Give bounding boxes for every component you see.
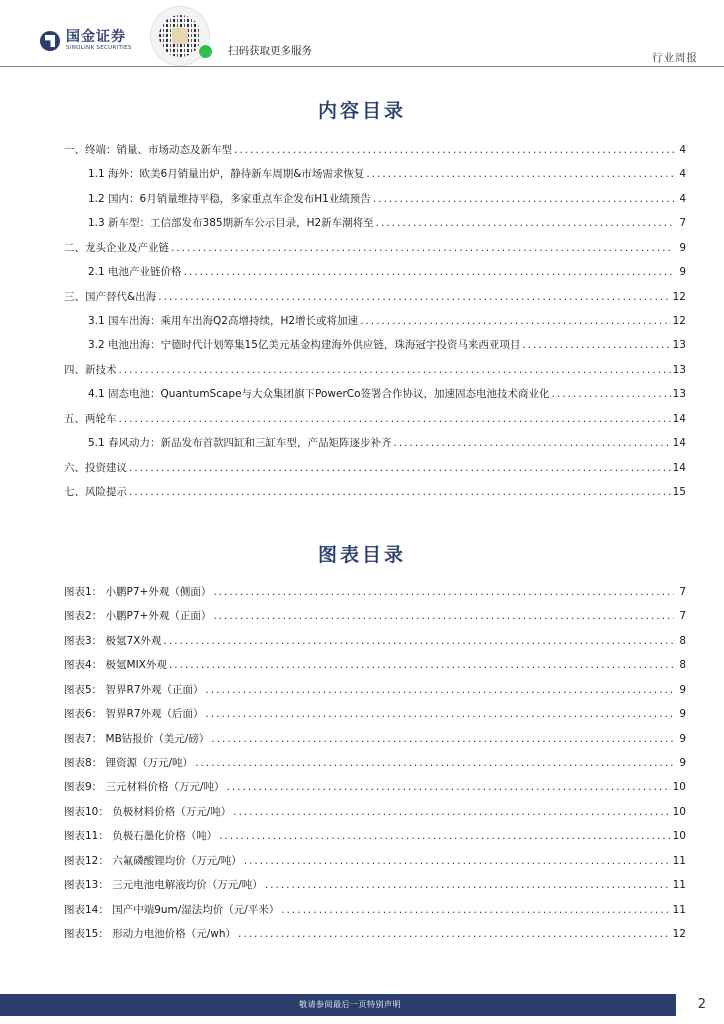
dot-leader [219, 829, 670, 843]
toc-entry[interactable] [64, 658, 686, 672]
toc-entry-page: 13 [672, 388, 686, 401]
toc-entry-label: 图表5： 智界R7外观（正面） [64, 683, 204, 696]
toc-entry-label: 二、龙头企业及产业链 [64, 241, 169, 254]
toc-entry[interactable] [64, 878, 686, 892]
toc-entry-label: 2.1 电池产业链价格 [88, 266, 182, 279]
toc-entry[interactable] [64, 634, 686, 648]
toc-entry[interactable] [64, 854, 686, 868]
toc-heading: 内容目录 [317, 100, 406, 122]
toc-entry-label: 一、终端：销量、市场动态及新车型 [64, 144, 232, 156]
toc-entry[interactable] [64, 829, 686, 843]
toc-entry-label: 3.1 国车出海：乘用车出海Q2高增持续，H2增长或将加速 [88, 315, 359, 327]
dot-leader [129, 461, 671, 475]
toc-entry[interactable] [64, 732, 686, 746]
dot-leader [360, 314, 671, 328]
toc-entry-page: 9 [679, 266, 686, 279]
toc-entry-page: 7 [679, 586, 686, 598]
toc-entry-page: 10 [672, 781, 686, 794]
scan-prompt: 扫码获取更多服务 [228, 45, 312, 57]
dot-leader [233, 805, 670, 819]
toc-entry-page: 13 [672, 363, 686, 376]
toc-entry[interactable] [88, 314, 686, 328]
toc-entry[interactable] [64, 585, 686, 599]
toc-entry[interactable] [64, 143, 686, 157]
toc-entry-label: 图表9： 三元材料价格（万元/吨） [64, 781, 225, 794]
report-type-label: 行业周报 [652, 52, 698, 64]
toc-entry-page: 12 [672, 315, 686, 327]
toc-entry-page: 4 [679, 192, 686, 205]
toc-entry[interactable] [64, 363, 686, 377]
toc-entry-label: 图表15： 形动力电池价格（元/wh） [64, 928, 236, 941]
dot-leader [373, 192, 674, 206]
footer-disclaimer: 敬请参阅最后一页特别声明 [299, 1000, 401, 1009]
toc-entry-page: 4 [679, 144, 686, 156]
toc-entry[interactable] [64, 290, 686, 304]
toc-entry-page: 12 [672, 928, 686, 941]
toc-entry-page: 11 [672, 854, 686, 867]
toc-entry[interactable] [64, 903, 686, 917]
dot-leader [265, 878, 671, 892]
toc-entry[interactable] [88, 387, 686, 401]
toc-entry-page: 15 [672, 486, 686, 499]
logo-icon [40, 31, 60, 51]
toc-entry[interactable] [88, 265, 686, 279]
toc-entry[interactable] [88, 192, 686, 206]
toc-entry-label: 图表2： 小鹏P7+外观（正面） [64, 610, 212, 623]
toc-entry[interactable] [64, 241, 686, 255]
toc-entry-label: 三、国产替代&出海 [64, 290, 157, 303]
toc-entry[interactable] [64, 412, 686, 426]
toc-entry-label: 四、新技术 [64, 363, 117, 376]
dot-leader [213, 609, 674, 623]
logo-name-en: SINOLINK SECURITIES [66, 45, 132, 51]
toc-entry[interactable] [64, 461, 686, 475]
toc-entry-page: 14 [672, 412, 686, 425]
toc-entry-page: 9 [679, 757, 686, 769]
toc-entry-label: 图表1： 小鹏P7+外观（侧面） [64, 586, 212, 598]
dot-leader [211, 732, 674, 746]
dot-leader [213, 585, 674, 599]
toc-entry-label: 七、风险提示 [64, 486, 127, 499]
page-header [0, 0, 724, 68]
toc-entry-label: 图表7： MB钴报价（美元/磅） [64, 732, 210, 745]
toc-entry-page: 9 [679, 683, 686, 696]
toc-entry-label: 1.1 海外：欧美6月销量出炉，静待新车周期&市场需求恢复 [88, 168, 365, 181]
toc-entry-page: 4 [679, 168, 686, 181]
dot-leader [244, 854, 671, 868]
dot-leader [171, 241, 674, 255]
toc-entry[interactable] [64, 805, 686, 819]
toc-entry-page: 12 [672, 290, 686, 303]
toc-entry-label: 图表13： 三元电池电解液均价（万元/吨） [64, 879, 263, 892]
toc-entry[interactable] [64, 683, 686, 697]
dot-leader [119, 412, 671, 426]
toc-entry-label: 5.1 春风动力：新品发布首款四缸和三缸车型，产品矩阵逐步补齐 [88, 437, 392, 450]
toc-entry-label: 图表11： 负极石墨化价格（吨） [64, 830, 218, 843]
dot-leader [366, 167, 674, 181]
toc-entry[interactable] [64, 927, 686, 941]
figure-list-heading: 图表目录 [317, 544, 406, 566]
dot-leader [163, 634, 674, 648]
toc-entry[interactable] [88, 167, 686, 181]
toc-entry-label: 图表14： 国产中端9um/湿法均价（元/平米） [64, 903, 280, 916]
dot-leader [119, 363, 671, 377]
dot-leader [158, 290, 670, 304]
toc-entry-label: 4.1 固态电池：QuantumScape与大众集团旗下PowerCo签署合作协议，加速固态电池技术商业化 [88, 388, 550, 401]
page-number: 2 [697, 997, 706, 1012]
toc-entry-page: 14 [672, 437, 686, 450]
toc-entry[interactable] [88, 436, 686, 450]
dot-leader [522, 338, 670, 352]
toc-entry-label: 图表4： 极氪MIX外观 [64, 659, 167, 672]
dot-leader [281, 903, 670, 917]
toc-entry-label: 图表3： 极氪7X外观 [64, 634, 162, 647]
dot-leader [195, 756, 674, 770]
toc-entry[interactable] [88, 338, 686, 352]
toc-entry-label: 六、投资建议 [64, 461, 127, 474]
toc-entry[interactable] [64, 609, 686, 623]
dot-leader [184, 265, 674, 279]
dot-leader [238, 927, 671, 941]
toc-entry[interactable] [64, 756, 686, 770]
logo-name-cn: 国金证券 [66, 29, 126, 45]
header-divider [0, 66, 724, 67]
toc-entry-label: 图表12： 六氟磷酸锂均价（万元/吨） [64, 854, 242, 867]
toc-entry-label: 1.3 新车型：工信部发布385期新车公示目录，H2新车潮将至 [88, 217, 374, 230]
toc-entry-page: 10 [672, 805, 686, 818]
dot-leader [227, 780, 671, 794]
dot-leader [376, 216, 674, 230]
toc-entry-page: 11 [672, 903, 686, 916]
toc-entry-page: 8 [679, 634, 686, 647]
dot-leader [552, 387, 671, 401]
toc-entry[interactable] [64, 707, 686, 721]
dot-leader [234, 143, 674, 157]
toc-entry-page: 14 [672, 461, 686, 474]
toc-entry-page: 7 [679, 217, 686, 230]
toc-entry-label: 图表6： 智界R7外观（后面） [64, 708, 204, 721]
toc-entry-page: 9 [679, 732, 686, 745]
toc-entry[interactable] [64, 485, 686, 499]
toc-entry-label: 五、两轮车 [64, 412, 117, 425]
dot-leader [394, 436, 671, 450]
toc-entry-page: 8 [679, 659, 686, 672]
dot-leader [206, 683, 675, 697]
dot-leader [129, 485, 671, 499]
toc-entry-page: 11 [672, 879, 686, 892]
company-logo [40, 30, 132, 52]
toc-entry-label: 图表8： 锂资源（万元/吨） [64, 757, 194, 769]
toc-entry-page: 10 [672, 830, 686, 843]
toc-entry-page: 9 [679, 241, 686, 254]
toc-entry[interactable] [88, 216, 686, 230]
toc-entry-page: 13 [672, 339, 686, 352]
toc-entry-page: 7 [679, 610, 686, 623]
toc-entry-label: 图表10： 负极材料价格（万元/吨） [64, 805, 232, 818]
toc-entry-label: 1.2 国内：6月销量维持平稳，多家重点车企发布H1业绩预告 [88, 192, 371, 205]
toc-entry[interactable] [64, 780, 686, 794]
dot-leader [169, 658, 674, 672]
toc-entry-label: 3.2 电池出海：宁德时代计划筹集15亿美元基金构建海外供应链，珠海冠宇投资马来西亚项目 [88, 339, 521, 352]
wechat-badge-icon [198, 44, 213, 59]
dot-leader [206, 707, 675, 721]
toc-entry-page: 9 [679, 708, 686, 721]
